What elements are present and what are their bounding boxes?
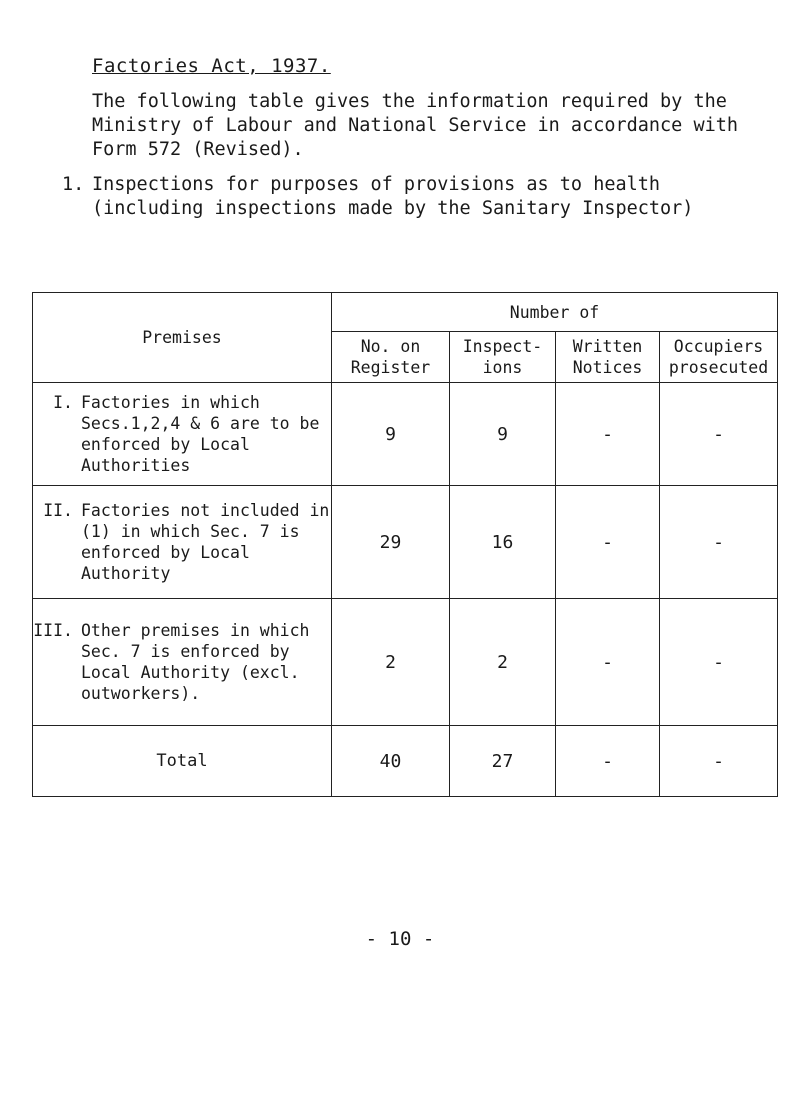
row-numeral: I. xyxy=(53,393,73,412)
register-value: 29 xyxy=(332,486,450,599)
total-written-notices-value: - xyxy=(556,726,660,797)
register-value: 2 xyxy=(332,599,450,726)
row-description: Factories not included in (1) in which Sec. 7 is enforced by Local Authority xyxy=(81,501,330,583)
register-value: 9 xyxy=(332,383,450,486)
total-row xyxy=(33,726,778,797)
column-header-inspections: Inspect-ions xyxy=(450,332,556,383)
column-header-occupiers-prosecuted: Occupiers prosecuted xyxy=(660,332,778,383)
prosecuted-value: - xyxy=(660,383,778,486)
inspections-table xyxy=(32,292,778,797)
premises-cell xyxy=(33,599,332,726)
total-label: Total xyxy=(33,726,332,797)
row-numeral: III. xyxy=(33,621,73,640)
inspections-value: 2 xyxy=(450,599,556,726)
column-header-written-notices: Written Notices xyxy=(556,332,660,383)
prosecuted-value: - xyxy=(660,486,778,599)
row-description: Factories in which Secs.1,2,4 & 6 are to be enforced by Local Authorities xyxy=(81,393,320,475)
inspections-value: 9 xyxy=(450,383,556,486)
document-heading: Factories Act, 1937. xyxy=(92,55,331,77)
prosecuted-value: - xyxy=(660,599,778,726)
total-prosecuted-value: - xyxy=(660,726,778,797)
premises-cell xyxy=(33,383,332,486)
premises-column-header: Premises xyxy=(33,293,332,383)
premises-cell xyxy=(33,486,332,599)
section-number: 1. xyxy=(62,174,85,195)
section-title-text: Inspections for purposes of provisions as to health (including inspections made by the Sanitary Inspector) xyxy=(92,174,694,219)
row-description: Other premises in which Sec. 7 is enforced by Local Authority (excl. outworkers). xyxy=(81,621,310,703)
inspections-value: 16 xyxy=(450,486,556,599)
total-inspections-value: 27 xyxy=(450,726,556,797)
written-notices-value: - xyxy=(556,383,660,486)
row-numeral: II. xyxy=(43,501,73,520)
intro-paragraph: The following table gives the information required by the Ministry of Labour and National Service in accordance with Form 572 (Revised). xyxy=(92,91,739,160)
section-title xyxy=(62,173,782,221)
written-notices-value: - xyxy=(556,599,660,726)
table-row xyxy=(33,383,778,486)
table-row xyxy=(33,599,778,726)
column-header-register: No. on Register xyxy=(332,332,450,383)
total-register-value: 40 xyxy=(332,726,450,797)
table-row xyxy=(33,486,778,599)
written-notices-value: - xyxy=(556,486,660,599)
number-of-group-header: Number of xyxy=(332,293,778,332)
page-number: - 10 - xyxy=(365,928,435,950)
